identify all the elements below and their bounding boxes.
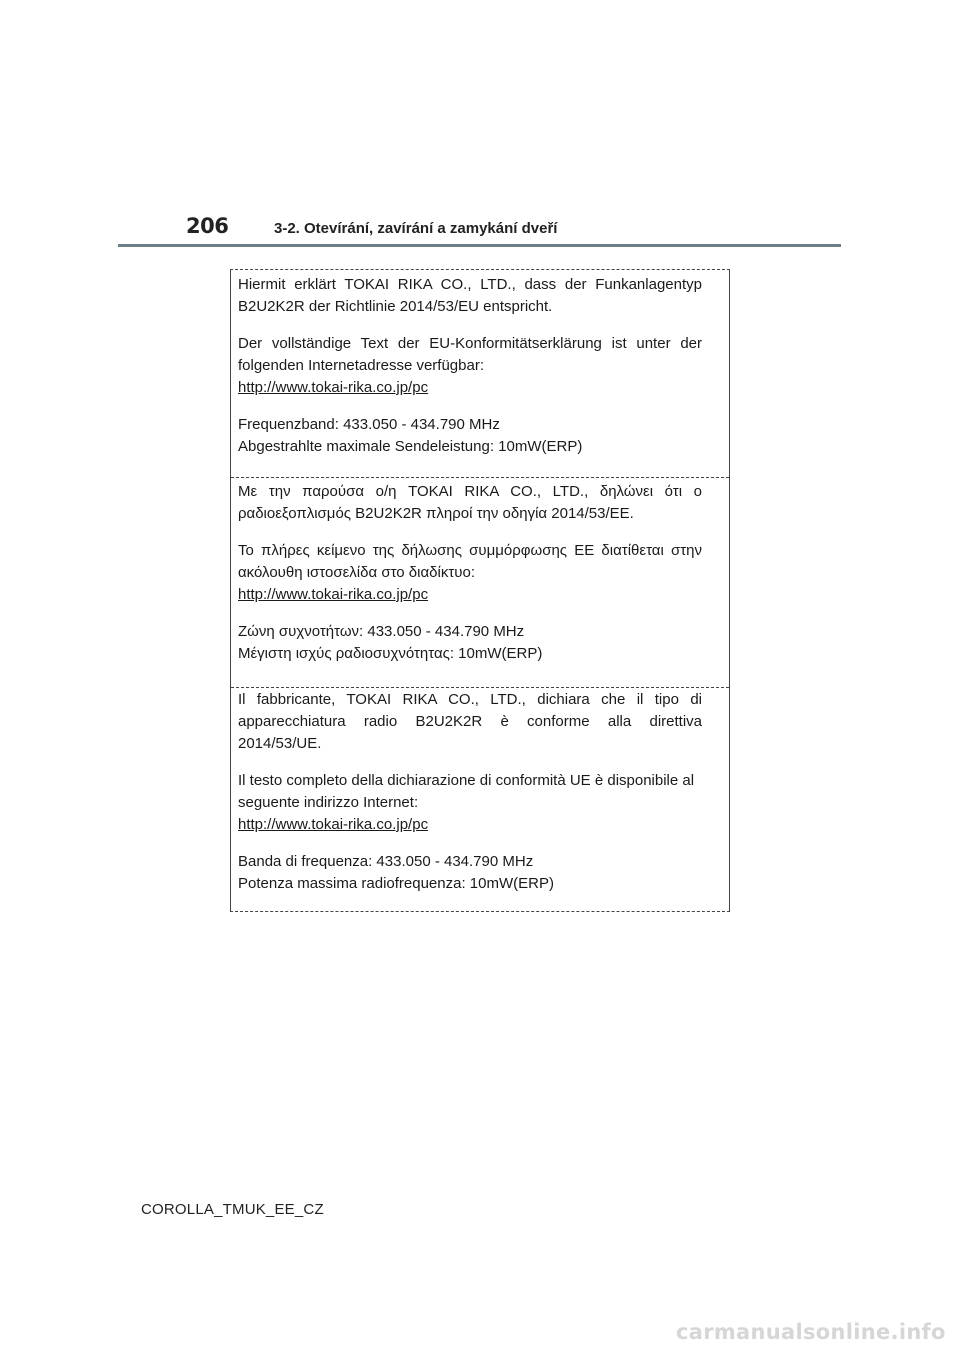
text-line: Der vollständige Text der EU-Konformitätserklärung ist unter der: [238, 335, 702, 352]
text-line: 2014/53/UE.: [238, 735, 322, 752]
declaration-link[interactable]: http://www.tokai-rika.co.jp/pc: [238, 816, 429, 833]
header-divider: [118, 244, 841, 247]
text-line: Abgestrahlte maximale Sendeleistung: 10mW(ERP): [238, 438, 583, 455]
document-code: COROLLA_TMUK_EE_CZ: [141, 1201, 324, 1218]
text-line: Ζώνη συχνοτήτων: 433.050 - 434.790 MHz: [238, 623, 525, 640]
text-line: Με την παρούσα ο/η TOKAI RIKA CO., LTD., δηλώνει ότι ο: [238, 483, 702, 500]
text-line: seguente indirizzo Internet:: [238, 794, 419, 811]
text-line: Μέγιστη ισχύς ραδιοσυχνότητας: 10mW(ERP): [238, 645, 543, 662]
text-line: Il fabbricante, TOKAI RIKA CO., LTD., dichiara che il tipo di: [238, 691, 702, 708]
text-line: Frequenzband: 433.050 - 434.790 MHz: [238, 416, 500, 433]
text-line: Banda di frequenza: 433.050 - 434.790 MHz: [238, 853, 534, 870]
text-line: apparecchiatura radio B2U2K2R è conforme alla direttiva: [238, 713, 702, 730]
text-line: Hiermit erklärt TOKAI RIKA CO., LTD., dass der Funkanlagentyp: [238, 276, 702, 293]
text-line: folgenden Internetadresse verfügbar:: [238, 357, 484, 374]
text-line: ραδιοεξοπλισμός B2U2K2R πληροί την οδηγία 2014/53/ΕΕ.: [238, 505, 634, 522]
declaration-link[interactable]: http://www.tokai-rika.co.jp/pc: [238, 586, 429, 603]
declaration-german: [231, 270, 729, 477]
text-line: B2U2K2R der Richtlinie 2014/53/EU entspricht.: [238, 298, 553, 315]
text-line: Potenza massima radiofrequenza: 10mW(ERP): [238, 875, 554, 892]
declaration-italian: [231, 687, 729, 912]
section-title: 3-2. Otevírání, zavírání a zamykání dveří: [274, 220, 558, 237]
text-line: ακόλουθη ιστοσελίδα στο διαδίκτυο:: [238, 564, 475, 581]
page-number: 206: [186, 214, 229, 238]
watermark: carmanualsonline.info: [676, 1320, 946, 1344]
text-line: Το πλήρες κείμενο της δήλωσης συμμόρφωσης ΕΕ διατίθεται στην: [238, 542, 702, 559]
page-header: [186, 214, 557, 238]
declaration-greek: [231, 477, 729, 687]
declaration-box: [230, 269, 730, 912]
declaration-link[interactable]: http://www.tokai-rika.co.jp/pc: [238, 379, 429, 396]
text-line: Il testo completo della dichiarazione di conformità UE è disponibile al: [238, 772, 695, 789]
